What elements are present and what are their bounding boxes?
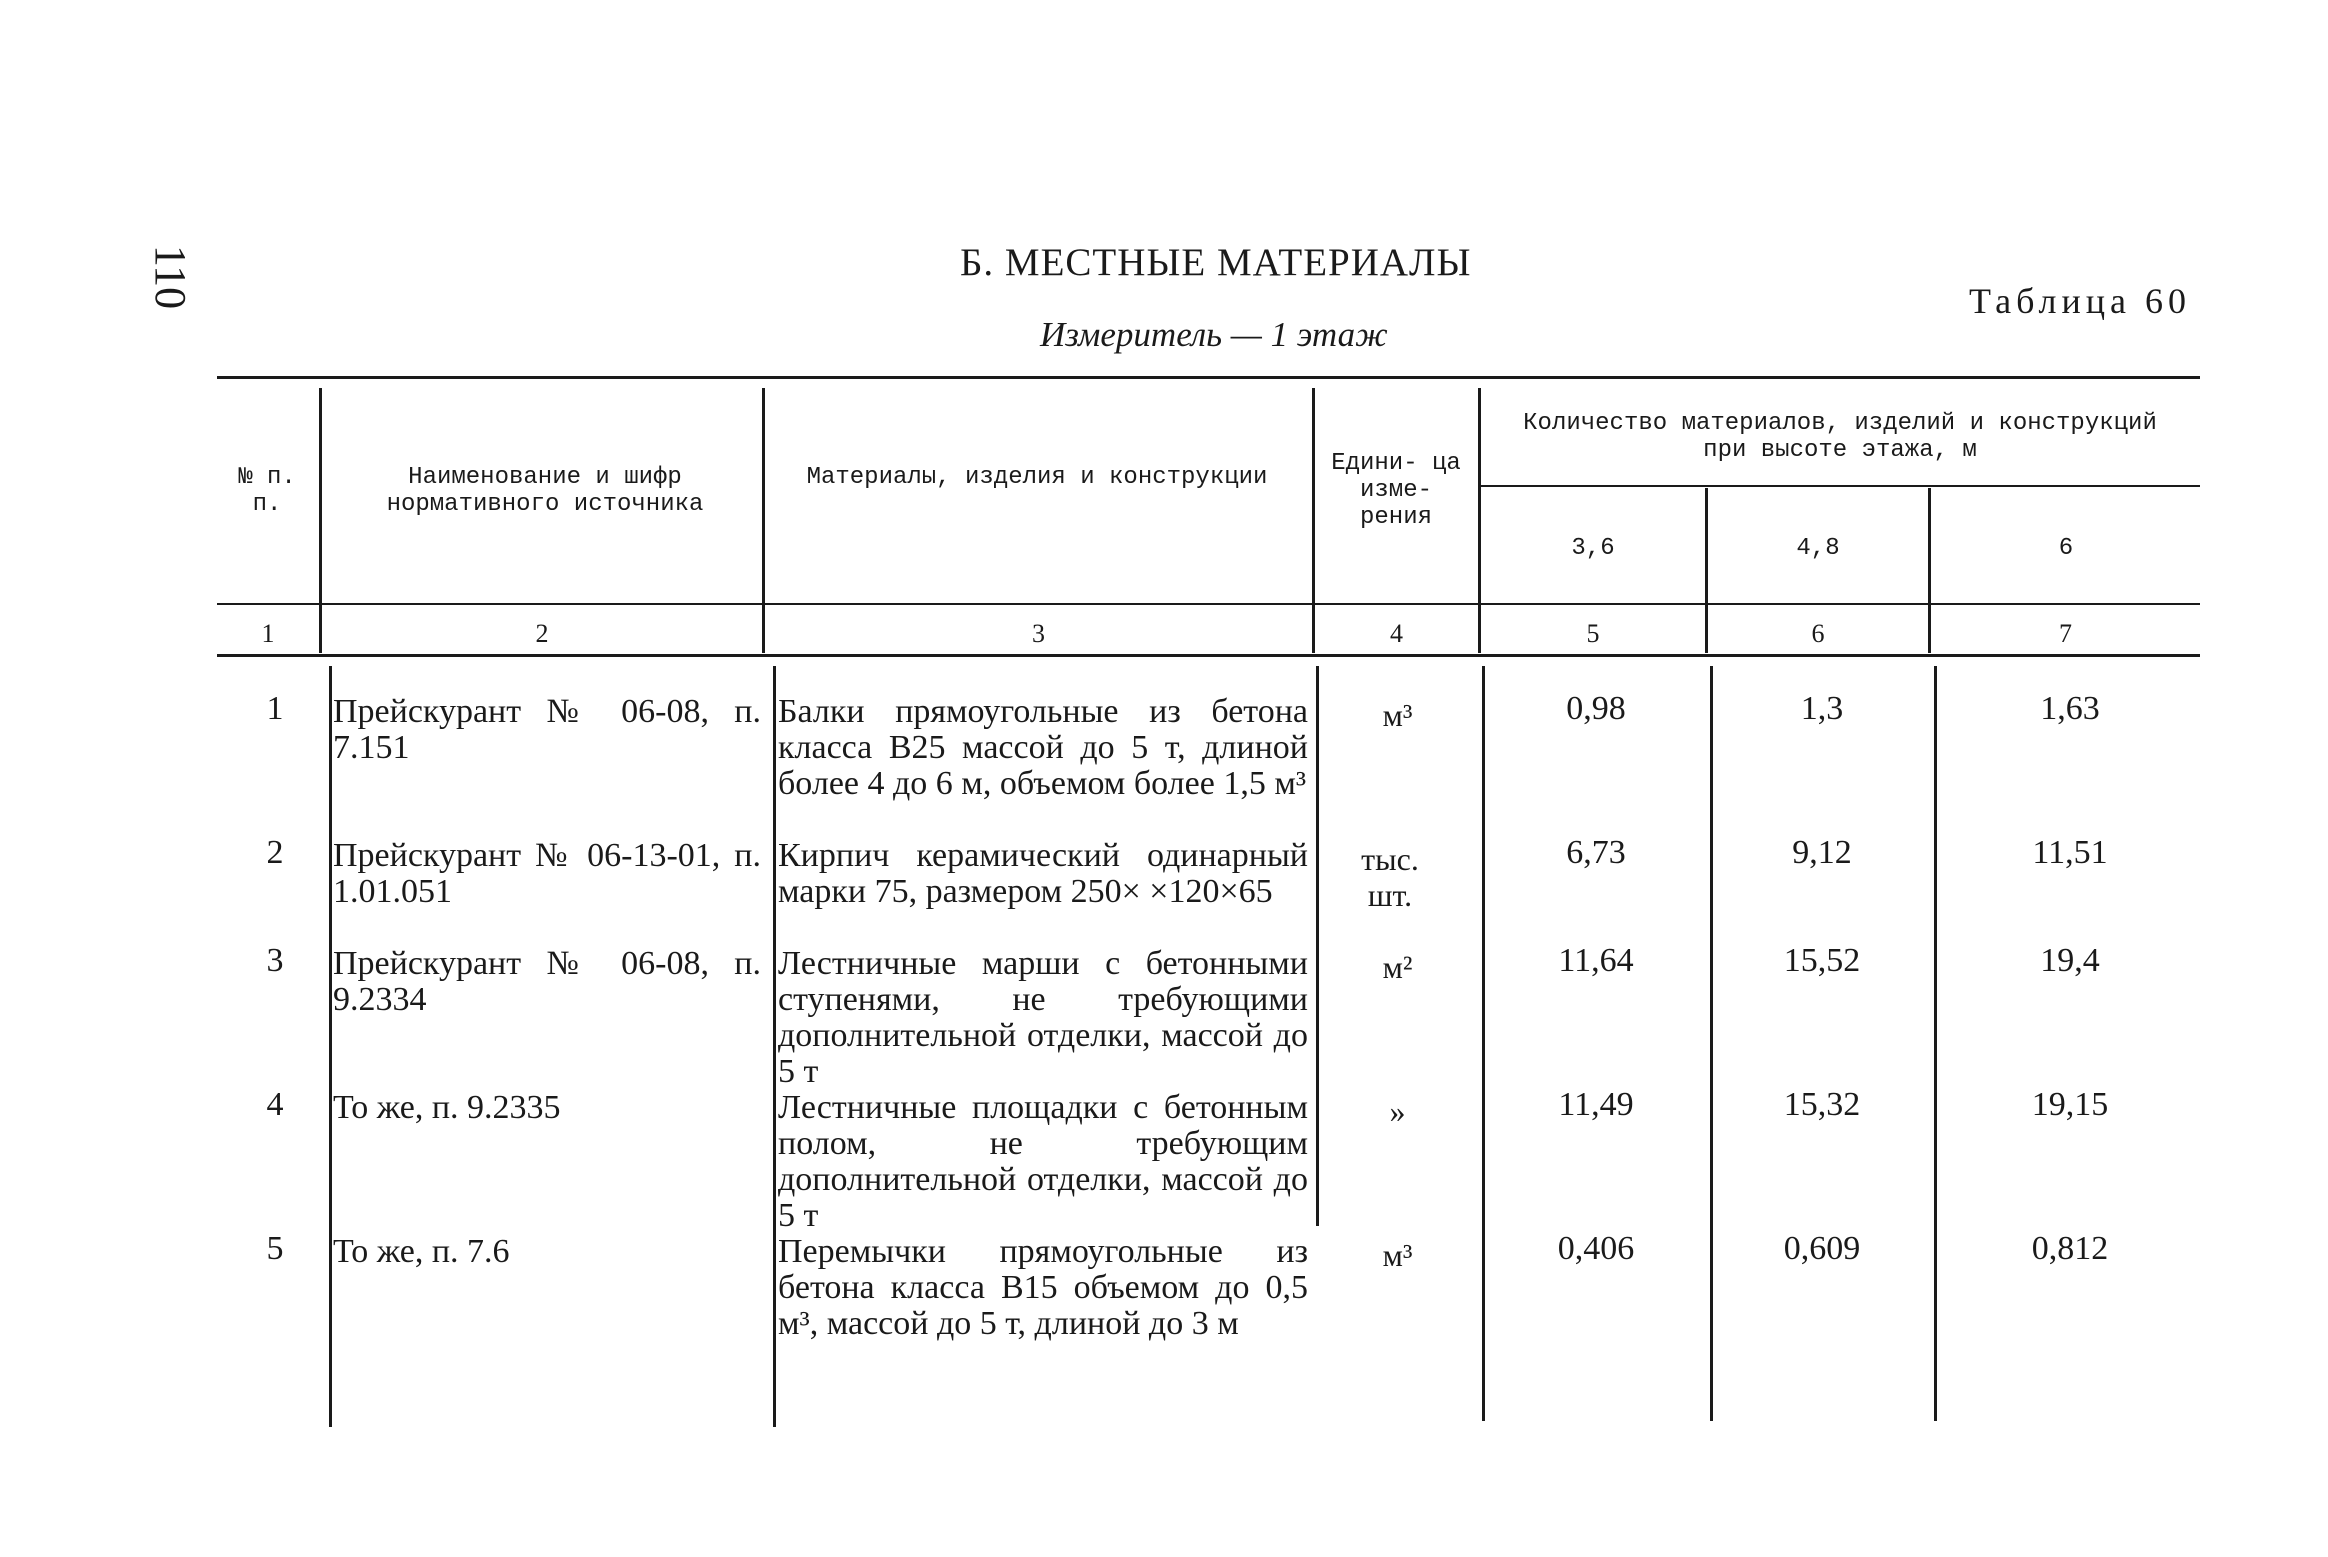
row-material: Балки прямоугольные из бетона класса В25 массой до 5 т, длиной более 4 до 6 м, объемом более 1,5 м³: [778, 693, 1308, 802]
row-value-6: 19,4: [2040, 942, 2100, 979]
row-value-4-8: 9,12: [1792, 834, 1852, 871]
table-label: Таблица 60: [1969, 281, 2191, 321]
header-height-3-6: 3,6: [1571, 535, 1615, 562]
row-unit: тыс. шт.: [1361, 841, 1419, 913]
row-value-6: 19,15: [2031, 1086, 2109, 1123]
column-number: 1: [261, 619, 275, 648]
row-value-3-6: 0,406: [1557, 1230, 1635, 1267]
top-rule: [217, 376, 2200, 379]
row-source: Прейскурант № 06-08, п. 7.151: [333, 693, 761, 766]
row-number: 5: [266, 1230, 284, 1267]
row-value-3-6: 11,49: [1558, 1086, 1634, 1123]
row-value-6: 11,51: [2032, 834, 2108, 871]
column-number: 3: [1032, 619, 1045, 648]
header-bottom-rule: [217, 603, 2200, 605]
page-number: 110: [146, 244, 195, 310]
header-quantity: Количество материалов, изделий и конструкций при высоте этажа, м: [1523, 410, 2157, 464]
quantity-subrule: [1478, 485, 2200, 487]
row-value-3-6: 0,98: [1566, 690, 1626, 727]
row-value-4-8: 0,609: [1783, 1230, 1861, 1267]
row-source: Прейскурант № 06-13-01, п. 1.01.051: [333, 837, 761, 910]
measure-caption: Измеритель — 1 этаж: [1040, 315, 1388, 354]
row-unit: м³: [1382, 1237, 1413, 1273]
row-unit: »: [1389, 1093, 1406, 1129]
row-value-6: 0,812: [2031, 1230, 2109, 1267]
header-materials: Материалы, изделия и конструкции: [806, 464, 1268, 491]
column-number: 2: [535, 619, 549, 648]
row-unit: м³: [1382, 697, 1413, 733]
header-height-4-8: 4,8: [1796, 535, 1840, 562]
row-source: Прейскурант № 06-08, п. 9.2334: [333, 945, 761, 1018]
row-source: То же, п. 9.2335: [333, 1089, 561, 1126]
column-number: 5: [1586, 619, 1600, 648]
row-material: Кирпич керамический одинарный марки 75, размером 250× ×120×65: [778, 837, 1308, 910]
column-number: 7: [2059, 619, 2072, 648]
row-value-4-8: 15,52: [1783, 942, 1861, 979]
row-number: 2: [266, 834, 284, 871]
row-number: 1: [266, 690, 284, 727]
row-material: Лестничные площадки с бетонным полом, не требующим дополнительной отделки, массой до 5 т: [778, 1089, 1308, 1234]
row-number: 4: [266, 1086, 284, 1123]
row-material: Перемычки прямоугольные из бетона класса В15 объемом до 0,5 м³, массой до 5 т, длиной до 3 м: [778, 1233, 1308, 1342]
column-number: 6: [1811, 619, 1825, 648]
row-value-3-6: 6,73: [1566, 834, 1626, 871]
header-source: Наименование и шифр нормативного источника: [386, 464, 704, 518]
colnum-bottom-rule: [217, 654, 2200, 657]
row-unit: м²: [1382, 949, 1413, 985]
header-height-6: 6: [2058, 535, 2074, 562]
row-value-4-8: 15,32: [1783, 1086, 1861, 1123]
header-unit: Едини- ца изме- рения: [1331, 450, 1461, 531]
header-no: № п. п.: [238, 464, 296, 518]
row-value-3-6: 11,64: [1558, 942, 1634, 979]
row-value-6: 1,63: [2040, 690, 2100, 727]
row-value-4-8: 1,3: [1800, 690, 1844, 727]
row-source: То же, п. 7.6: [333, 1233, 510, 1270]
section-title: Б. МЕСТНЫЕ МАТЕРИАЛЫ: [960, 241, 1472, 284]
column-number: 4: [1390, 619, 1403, 648]
row-number: 3: [266, 942, 284, 979]
row-material: Лестничные марши с бетонными ступенями, не требующими дополнительной отделки, массой до 5 т: [778, 945, 1308, 1090]
